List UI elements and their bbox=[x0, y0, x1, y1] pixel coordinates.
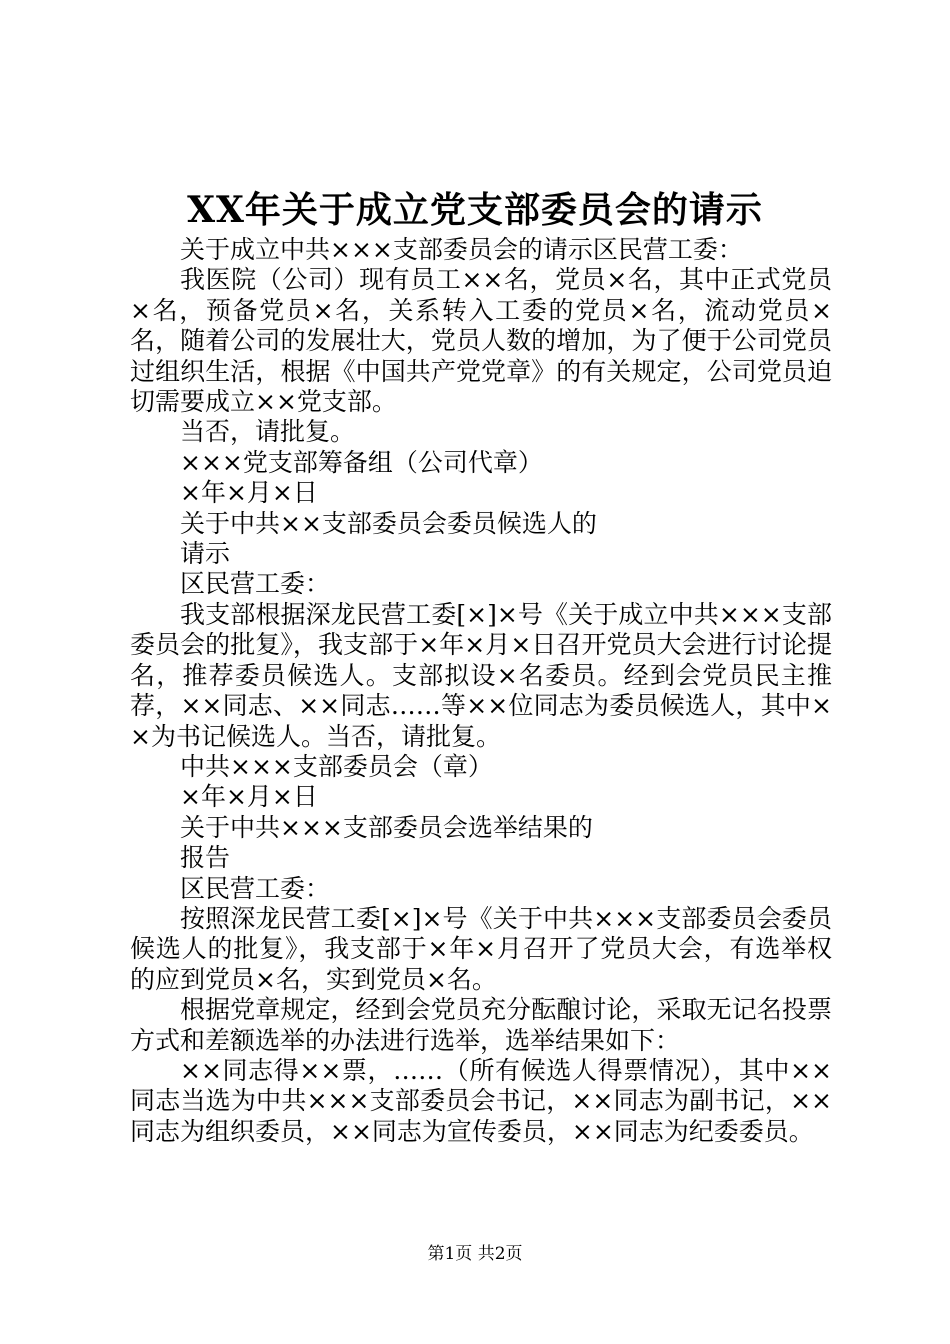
paragraph: 报告 bbox=[180, 843, 231, 873]
paragraph: 当否，请批复。 bbox=[180, 417, 356, 447]
paragraph: 区民营工委： bbox=[180, 873, 331, 903]
paragraph: 根据党章规定，经到会党员充分酝酿讨论，采取无记名投票方式和差额选举的办法进行选举，选举结果如下： bbox=[130, 995, 832, 1055]
paragraph: 关于中共××支部委员会委员候选人的 bbox=[180, 508, 597, 538]
paragraph: 按照深龙民营工委[×]×号《关于中共×××支部委员会委员候选人的批复》，我支部于×年×月召开了党员大会，有选举权的应到党员×名，实到党员×名。 bbox=[130, 903, 832, 994]
document-body bbox=[130, 235, 832, 1147]
paragraph: 关于中共×××支部委员会选举结果的 bbox=[180, 812, 593, 842]
document-title: XX年关于成立党支部委员会的请示 bbox=[187, 189, 763, 231]
paragraph: ×年×月×日 bbox=[180, 782, 318, 812]
paragraph: 我支部根据深龙民营工委[×]×号《关于成立中共×××支部委员会的批复》，我支部于×年×月×日召开党员大会进行讨论提名，推荐委员候选人。支部拟设×名委员。经到会党员民主推荐，××同志、××同志……等××位同志为委员候选人，其中××为书记候选人。当否，请批复。 bbox=[130, 599, 832, 751]
page-footer: 第1页 共2页 bbox=[427, 1244, 523, 1264]
paragraph: 我医院（公司）现有员工××名，党员×名，其中正式党员×名，预备党员×名，关系转入工委的党员×名，流动党员×名，随着公司的发展壮大，党员人数的增加，为了便于公司党员过组织生活，根据《中国共产党党章》的有关规定，公司党员迫切需要成立××党支部。 bbox=[130, 265, 832, 417]
paragraph: 区民营工委： bbox=[180, 569, 331, 599]
paragraph: ×××党支部筹备组（公司代章） bbox=[180, 447, 543, 477]
paragraph: ××同志得××票，……（所有候选人得票情况），其中××同志当选为中共×××支部委员会书记，××同志为副书记，××同志为组织委员，××同志为宣传委员，××同志为纪委委员。 bbox=[130, 1055, 832, 1146]
paragraph: 关于成立中共×××支部委员会的请示区民营工委： bbox=[180, 235, 743, 264]
paragraph: 请示 bbox=[180, 539, 231, 569]
paragraph: ×年×月×日 bbox=[180, 478, 318, 508]
paragraph: 中共×××支部委员会（章） bbox=[180, 751, 493, 781]
